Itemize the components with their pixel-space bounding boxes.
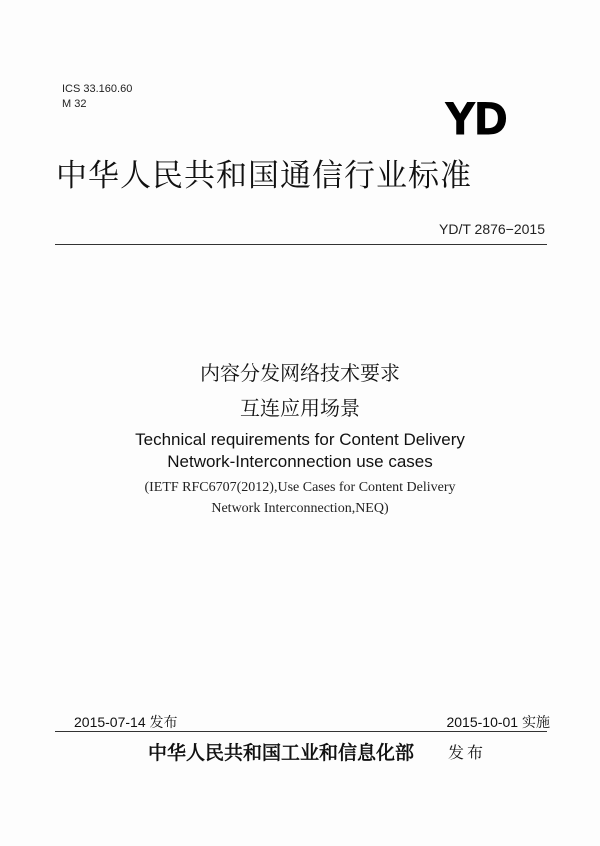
reference-standard-line-1: (IETF RFC6707(2012),Use Cases for Content Delivery — [144, 480, 456, 495]
standard-category-title: 中华人民共和国通信行业标准 — [56, 158, 472, 194]
issuing-authority: 中华人民共和国工业和信息化部 — [148, 742, 415, 764]
title-chinese-line-2: 互连应用场景 — [240, 396, 360, 420]
top-divider — [55, 244, 547, 245]
issuing-authority-verb: 发布 — [448, 743, 487, 762]
title-chinese-line-1: 内容分发网络技术要求 — [200, 361, 400, 385]
bottom-divider — [55, 731, 547, 732]
standard-number: YD/T 2876−2015 — [439, 221, 545, 237]
ccs-code: M 32 — [62, 98, 87, 110]
yd-logo: YD — [445, 93, 507, 146]
issue-date: 2015-07-14 发布 — [74, 714, 178, 730]
title-english-line-2: Network-Interconnection use cases — [167, 452, 433, 471]
title-english-line-1: Technical requirements for Content Delivery — [135, 430, 465, 449]
reference-standard-line-2: Network Interconnection,NEQ) — [211, 501, 389, 516]
implementation-date: 2015-10-01 实施 — [446, 714, 550, 730]
ics-code: ICS 33.160.60 — [62, 83, 133, 95]
